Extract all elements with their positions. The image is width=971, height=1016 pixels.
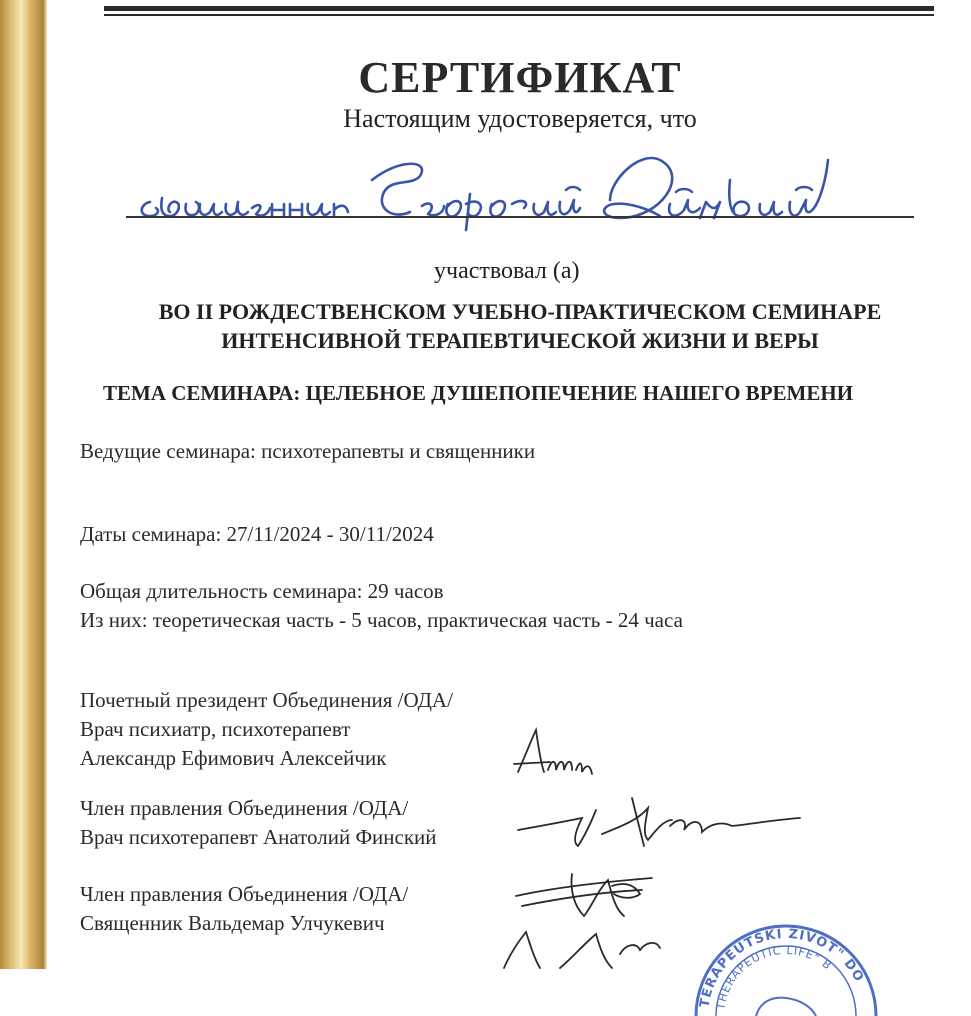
name-underline [126,216,914,218]
signatory-3 [80,880,408,938]
signature-3-icon [512,866,662,926]
signature-1-icon [510,724,600,780]
top-rule-thin [104,14,934,16]
leaders-row [80,439,535,464]
signature-2-icon [512,790,812,860]
leaders-value: психотерапевты и священники [261,439,536,463]
dates-row [80,522,434,547]
signatory-1-line-2: Врач психиатр, психотерапевт [80,717,351,741]
signatory-2 [80,794,437,852]
duration-block [80,577,683,635]
seminar-title-line-1: ВО II РОЖДЕСТВЕНСКОМ УЧЕБНО-ПРАКТИЧЕСКОМ СЕМИНАРЕ [158,299,882,324]
seal-stamp-icon [686,916,886,1016]
duration-total: Общая длительность семинара: 29 часов [80,579,444,603]
signatory-3-line-2: Священник Вальдемар Улчукевич [80,911,385,935]
certify-text: Настоящим удостоверяется, что [343,104,697,133]
signatory-1 [80,686,453,773]
dates-value: 27/11/2024 - 30/11/2024 [226,522,434,546]
dates-label: Даты семинара: [80,522,222,546]
signatory-2-line-1: Член правления Объединения /ОДА/ [80,796,409,820]
certificate-title: СЕРТИФИКАТ [358,53,682,102]
leaders-label: Ведущие семинара: [80,439,256,463]
duration-breakdown: Из них: теоретическая часть - 5 часов, практическая часть - 24 часа [80,608,683,632]
seminar-title [0,297,971,355]
signature-4-icon [500,924,680,969]
handwritten-name [0,120,971,240]
svg-text:TERAPEUTSKI ŽIVOT" DO: TERAPEUTSKI ŽIVOT" DO [697,926,867,1009]
signatory-2-line-2: Врач психотерапевт Анатолий Финский [80,825,437,849]
top-rule [104,6,934,11]
signatory-1-line-1: Почетный президент Объединения /ОДА/ [80,688,453,712]
seminar-title-line-2: ИНТЕНСИВНОЙ ТЕРАПЕВТИЧЕСКОЙ ЖИЗНИ И ВЕРЫ [221,328,819,353]
seminar-topic: ТЕМА СЕМИНАРА: ЦЕЛЕБНОЕ ДУШЕПОПЕЧЕНИЕ НАШЕГО ВРЕМЕНИ [103,381,854,405]
signatory-1-line-3: Александр Ефимович Алексейчик [80,746,387,770]
participated-text: участвовал (а) [434,258,580,284]
signatory-3-line-1: Член правления Объединения /ОДА/ [80,882,409,906]
svg-text:THERAPEUTIC LIFE" B: THERAPEUTIC LIFE" B [714,943,835,1011]
